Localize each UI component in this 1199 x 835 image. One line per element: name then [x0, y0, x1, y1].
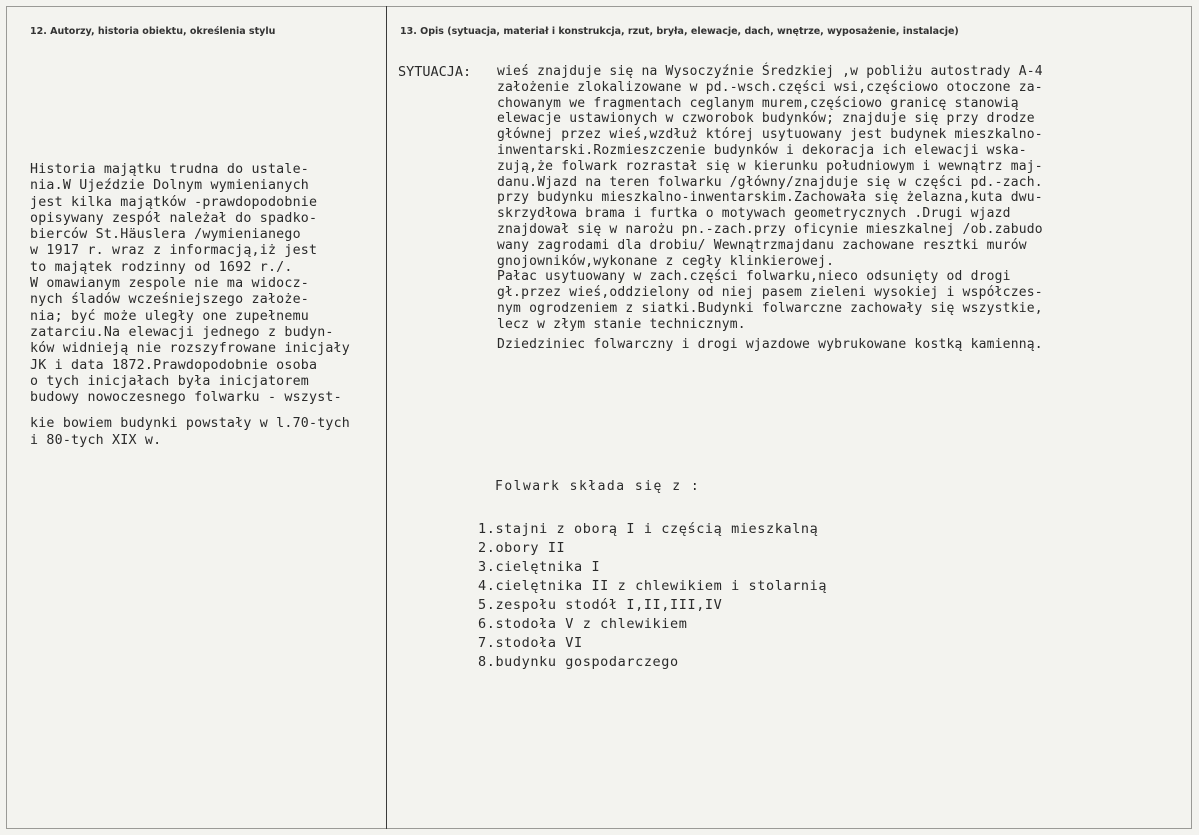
list-item: 6.stodoła V z chlewikiem — [478, 616, 688, 632]
history-line: opisywany zespół należał do spadko- — [30, 210, 318, 226]
situation-label: SYTUACJA: — [398, 64, 472, 80]
list-item: 3.cielętnika I — [478, 559, 601, 575]
situation-line: elewacje ustawionych w czworobok budynków; znajduje się przy drodze — [497, 111, 1035, 127]
history-line: Historia majątku trudna do ustale- — [30, 162, 309, 177]
history-line: bierców St.Häuslera /wymienianego — [30, 227, 301, 243]
situation-line: Dziedziniec folwarczny i drogi wjazdowe wybrukowane kostką kamienną. — [497, 336, 1043, 352]
situation-line: znajdował się w narożu pn.-zach.przy oficynie mieszkalnej /ob.zabudo — [497, 221, 1043, 237]
history-line: kie bowiem budynki powstały w l.70-tych — [30, 416, 351, 432]
section-13-header: 13. Opis (sytuacja, materiał i konstrukcja, rzut, bryła, elewacje, dach, wnętrze, wyposażenie, instalacje) — [400, 26, 959, 37]
history-line: zatarciu.Na elewacji jednego z budyn- — [30, 324, 334, 340]
history-line: ków widnieją nie rozszyfrowane inicjały — [30, 341, 351, 357]
column-divider — [386, 6, 387, 829]
history-line: budowy nowoczesnego folwarku - wszyst- — [30, 390, 342, 406]
situation-line: Pałac usytuowany w zach.części folwarku,nieco odsunięty od drogi — [497, 269, 1011, 285]
situation-line: gnojowników,wykonane z cegły klinkierowej. — [497, 253, 835, 269]
situation-line: danu.Wjazd na teren folwarku /główny/znajduje się w części pd.-zach. — [497, 174, 1043, 190]
history-line: W omawianym zespole nie ma widocz- — [30, 276, 309, 292]
situation-line: przy budynku mieszkalno-inwentarskim.Zachowała się żelazna,kuta dwu- — [497, 190, 1043, 206]
composition-intro: Folwark składa się z : — [495, 479, 701, 494]
list-item: 1.stajni z oborą I i częścią mieszkalną — [478, 521, 819, 537]
situation-line: głównej przez wieś,wzdłuż której usytuowany jest budynek mieszkalno- — [497, 127, 1043, 143]
history-line: nych śladów wcześniejszego założe- — [30, 292, 309, 308]
list-item: 5.zespołu stodół I,II,III,IV — [478, 597, 723, 613]
situation-line: lecz w złym stanie technicznym. — [497, 316, 746, 332]
situation-line: inwentarski.Rozmieszczenie budynków i dekoracja ich elewacji wska- — [497, 142, 1027, 158]
situation-text — [497, 64, 1043, 352]
history-line: nia.W Ujeździe Dolnym wymienianych — [30, 178, 309, 194]
history-line: jest kilka majątków -prawdopodobnie — [30, 194, 318, 210]
situation-line: nym ogrodzeniem z siatki.Budynki folwarczne zachowały się wszystkie, — [497, 300, 1043, 316]
situation-line: założenie zlokalizowane w pd.-wsch.części wsi,częściowo otoczone za- — [497, 79, 1043, 95]
history-line: nia; być może uległy one zupełnemu — [30, 308, 309, 324]
situation-line: gł.przez wieś,oddzielony od niej pasem zieleni wysokiej i współczes- — [497, 285, 1043, 301]
list-item: 2.obory II — [478, 540, 566, 556]
situation-line: skrzydłowa brama i furtka o motywach geometrycznych .Drugi wjazd — [497, 206, 1011, 222]
history-line: JK i data 1872.Prawdopodobnie osoba — [30, 357, 318, 373]
situation-line: chowanym we fragmentach ceglanym murem,częściowo granicę stanowią — [497, 95, 1019, 111]
history-line: o tych inicjałach była inicjatorem — [30, 373, 309, 389]
situation-line: wieś znajduje się na Wysoczyźnie Średzkiej ,w pobliżu autostrady A-4 — [497, 64, 1043, 79]
history-line: to majątek rodzinny od 1692 r./. — [30, 259, 293, 275]
composition-list — [478, 520, 827, 672]
history-text — [30, 162, 350, 449]
situation-line: wany zagrodami dla drobiu/ Wewnątrzmajdanu zachowane resztki murów — [497, 237, 1027, 253]
history-line: i 80-tych XIX w. — [30, 432, 162, 448]
history-line: w 1917 r. wraz z informacją,iż jest — [30, 243, 318, 259]
list-item: 8.budynku gospodarczego — [478, 654, 679, 670]
section-12-header: 12. Autorzy, historia obiektu, określenia stylu — [30, 26, 276, 37]
situation-line: zują,że folwark rozrastał się w kierunku południowym i wewnątrz maj- — [497, 158, 1043, 174]
list-item: 4.cielętnika II z chlewikiem i stolarnią — [478, 578, 828, 594]
list-item: 7.stodoła VI — [478, 635, 583, 651]
